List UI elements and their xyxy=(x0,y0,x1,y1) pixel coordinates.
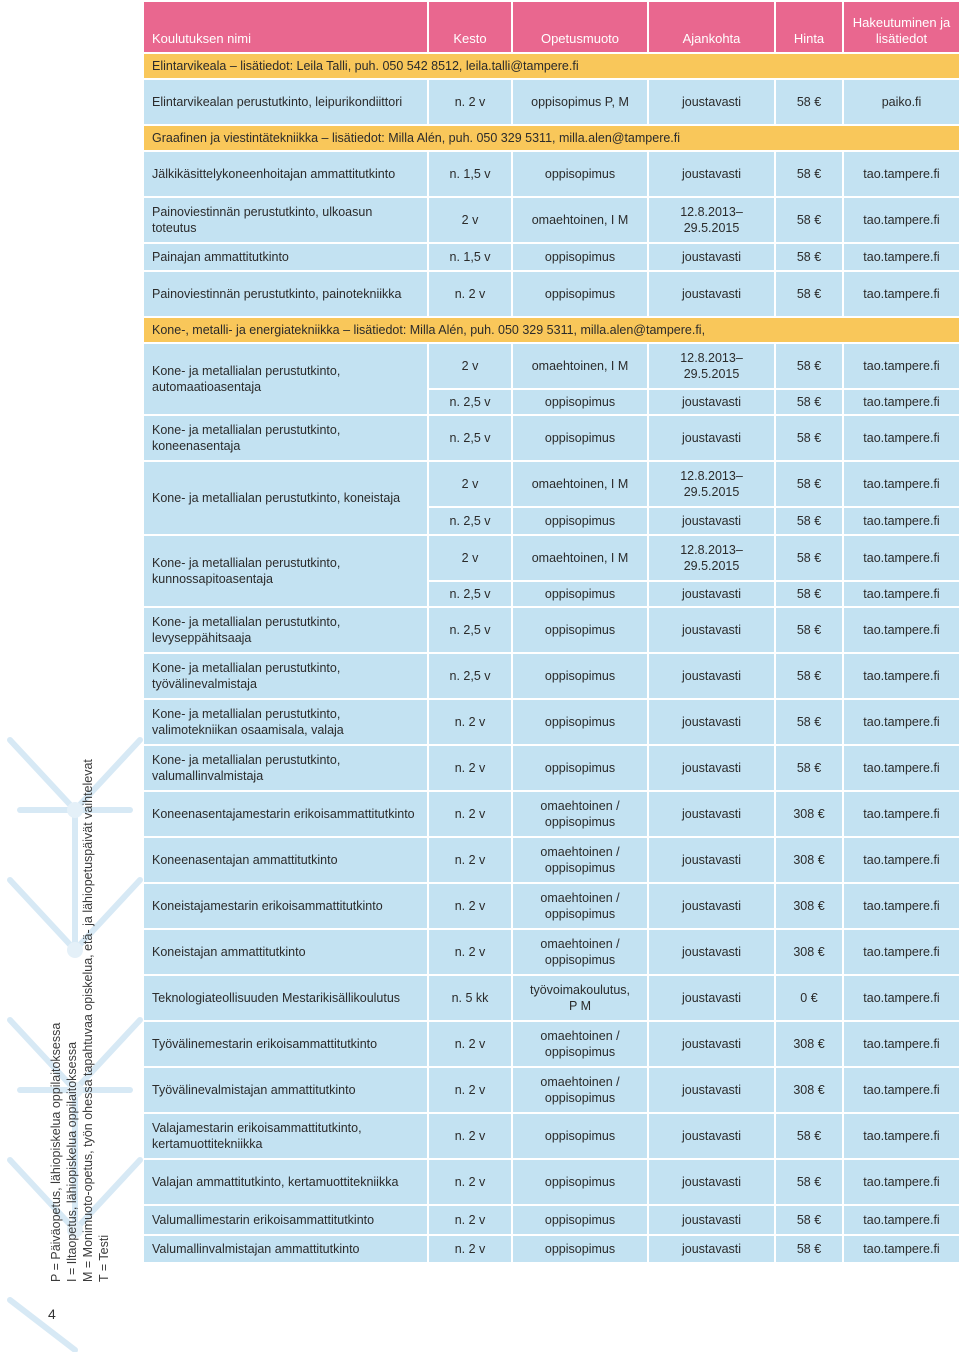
course-name: Kone- ja metallialan perustutkinto, työvälinevalmistaja xyxy=(144,654,427,698)
column-header-time: Ajankohta xyxy=(649,2,774,52)
course-length: 2 v xyxy=(429,536,511,580)
table-row xyxy=(144,608,959,652)
course-timing: joustavasti xyxy=(649,1114,774,1158)
section-row xyxy=(144,126,959,150)
course-name: Kone- ja metallialan perustutkinto, koneenasentaja xyxy=(144,416,427,460)
table-row xyxy=(144,792,959,836)
table-row xyxy=(144,884,959,928)
course-length: 2 v xyxy=(429,462,511,506)
course-link[interactable]: tao.tampere.fi xyxy=(844,1022,959,1066)
course-length: n. 2 v xyxy=(429,272,511,316)
course-link[interactable]: paiko.fi xyxy=(844,80,959,124)
teaching-mode: omaehtoinen / oppisopimus xyxy=(513,1022,647,1066)
course-price: 58 € xyxy=(776,608,842,652)
course-length: n. 2 v xyxy=(429,746,511,790)
course-timing: joustavasti xyxy=(649,508,774,534)
course-length: n. 2,5 v xyxy=(429,582,511,606)
column-header-length: Kesto xyxy=(429,2,511,52)
course-name: Kone- ja metallialan perustutkinto, valumallinvalmistaja xyxy=(144,746,427,790)
table-row xyxy=(144,1114,959,1158)
table-row xyxy=(144,976,959,1020)
course-length: n. 2 v xyxy=(429,1068,511,1112)
teaching-mode: oppisopimus xyxy=(513,508,647,534)
legend-line: T = Testi xyxy=(97,1234,111,1282)
table-row xyxy=(144,198,959,242)
course-timing: joustavasti xyxy=(649,582,774,606)
teaching-mode: omaehtoinen, I M xyxy=(513,198,647,242)
course-length: n. 2,5 v xyxy=(429,416,511,460)
course-name: Kone- ja metallialan perustutkinto, koneistaja xyxy=(144,462,427,534)
course-length: n. 2 v xyxy=(429,1160,511,1204)
course-timing: joustavasti xyxy=(649,152,774,196)
course-timing: joustavasti xyxy=(649,1022,774,1066)
teaching-mode: oppisopimus xyxy=(513,390,647,414)
teaching-mode: omaehtoinen / oppisopimus xyxy=(513,930,647,974)
course-link[interactable]: tao.tampere.fi xyxy=(844,884,959,928)
teaching-mode: oppisopimus xyxy=(513,746,647,790)
course-length: n. 2 v xyxy=(429,792,511,836)
course-timing: joustavasti xyxy=(649,608,774,652)
course-name: Kone- ja metallialan perustutkinto, kunnossapitoasentaja xyxy=(144,536,427,606)
section-row xyxy=(144,54,959,78)
course-link[interactable]: tao.tampere.fi xyxy=(844,1068,959,1112)
course-name: Painajan ammattitutkinto xyxy=(144,244,427,270)
course-price: 58 € xyxy=(776,344,842,388)
table-row xyxy=(144,746,959,790)
section-title: Kone-, metalli- ja energiatekniikka – lisätiedot: Milla Alén, puh. 050 329 5311, milla.alen@tampere.fi, xyxy=(144,318,959,342)
teaching-mode: omaehtoinen, I M xyxy=(513,344,647,388)
course-length: n. 2,5 v xyxy=(429,654,511,698)
course-timing: joustavasti xyxy=(649,390,774,414)
course-link[interactable]: tao.tampere.fi xyxy=(844,838,959,882)
course-length: n. 2 v xyxy=(429,930,511,974)
course-price: 58 € xyxy=(776,198,842,242)
course-price: 308 € xyxy=(776,792,842,836)
teaching-mode: oppisopimus xyxy=(513,700,647,744)
course-length: n. 2 v xyxy=(429,884,511,928)
table-row xyxy=(144,1206,959,1234)
course-price: 58 € xyxy=(776,536,842,580)
course-length: n. 2,5 v xyxy=(429,608,511,652)
course-timing: joustavasti xyxy=(649,838,774,882)
section-title: Graafinen ja viestintätekniikka – lisätiedot: Milla Alén, puh. 050 329 5311, milla.alen@tampere.fi xyxy=(144,126,959,150)
course-price: 58 € xyxy=(776,1160,842,1204)
course-link[interactable]: tao.tampere.fi xyxy=(844,416,959,460)
course-name: Valajamestarin erikoisammattitutkinto, kertamuottitekniikka xyxy=(144,1114,427,1158)
table-row xyxy=(144,416,959,460)
teaching-mode: oppisopimus xyxy=(513,244,647,270)
course-name: Työvälinemestarin erikoisammattitutkinto xyxy=(144,1022,427,1066)
course-timing: joustavasti xyxy=(649,884,774,928)
course-timing: joustavasti xyxy=(649,700,774,744)
course-length: n. 2 v xyxy=(429,1022,511,1066)
course-timing: joustavasti xyxy=(649,792,774,836)
table-row xyxy=(144,654,959,698)
table-row xyxy=(144,536,959,580)
table-header-row xyxy=(144,2,959,52)
course-link[interactable]: tao.tampere.fi xyxy=(844,1114,959,1158)
course-link[interactable]: tao.tampere.fi xyxy=(844,700,959,744)
teaching-mode: oppisopimus P, M xyxy=(513,80,647,124)
table-row xyxy=(144,344,959,388)
course-link[interactable]: tao.tampere.fi xyxy=(844,746,959,790)
teaching-mode: työvoimakoulutus, P M xyxy=(513,976,647,1020)
course-name: Valajan ammattitutkinto, kertamuottitekniikka xyxy=(144,1160,427,1204)
table-row xyxy=(144,1068,959,1112)
course-name: Koneenasentajamestarin erikoisammattitutkinto xyxy=(144,792,427,836)
course-price: 58 € xyxy=(776,1236,842,1262)
course-link[interactable]: tao.tampere.fi xyxy=(844,508,959,534)
column-header-mode: Opetusmuoto xyxy=(513,2,647,52)
table-row xyxy=(144,272,959,316)
course-length: n. 2,5 v xyxy=(429,390,511,414)
course-link[interactable]: tao.tampere.fi xyxy=(844,654,959,698)
course-timing: joustavasti xyxy=(649,976,774,1020)
course-price: 0 € xyxy=(776,976,842,1020)
course-timing: joustavasti xyxy=(649,930,774,974)
section-title: Elintarvikeala – lisätiedot: Leila Talli, puh. 050 542 8512, leila.talli@tampere.fi xyxy=(144,54,959,78)
course-price: 58 € xyxy=(776,1206,842,1234)
table-row xyxy=(144,80,959,124)
courses-table xyxy=(142,0,960,1264)
course-length: n. 2 v xyxy=(429,1206,511,1234)
course-price: 308 € xyxy=(776,838,842,882)
course-name: Koneenasentajan ammattitutkinto xyxy=(144,838,427,882)
teaching-mode: omaehtoinen / oppisopimus xyxy=(513,1068,647,1112)
course-price: 58 € xyxy=(776,654,842,698)
table-row xyxy=(144,930,959,974)
course-price: 58 € xyxy=(776,582,842,606)
teaching-mode: omaehtoinen / oppisopimus xyxy=(513,884,647,928)
course-timing: joustavasti xyxy=(649,80,774,124)
table-row xyxy=(144,1236,959,1262)
course-timing: 12.8.2013– 29.5.2015 xyxy=(649,198,774,242)
course-link[interactable]: tao.tampere.fi xyxy=(844,1160,959,1204)
legend-line: M = Monimuoto-opetus, työn ohessa tapahtuvaa opiskelua, etä- ja lähiopetuspäivät vaihtelevat xyxy=(81,759,95,1282)
table-row xyxy=(144,838,959,882)
course-price: 58 € xyxy=(776,80,842,124)
course-timing: joustavasti xyxy=(649,1160,774,1204)
table-row xyxy=(144,462,959,506)
course-link[interactable]: tao.tampere.fi xyxy=(844,462,959,506)
teaching-mode: oppisopimus xyxy=(513,152,647,196)
legend-line: I = Iltaopetus, lähiopiskelua oppilaitoksessa xyxy=(65,1041,79,1282)
table-row xyxy=(144,700,959,744)
abbreviation-legend xyxy=(48,722,112,1282)
teaching-mode: oppisopimus xyxy=(513,1206,647,1234)
course-length: n. 2 v xyxy=(429,80,511,124)
course-link[interactable]: tao.tampere.fi xyxy=(844,198,959,242)
course-timing: 12.8.2013– 29.5.2015 xyxy=(649,344,774,388)
teaching-mode: oppisopimus xyxy=(513,608,647,652)
course-link[interactable]: tao.tampere.fi xyxy=(844,536,959,580)
course-name: Valumallimestarin erikoisammattitutkinto xyxy=(144,1206,427,1234)
column-header-apply: Hakeutuminen ja lisätiedot xyxy=(844,2,959,52)
course-name: Teknologiateollisuuden Mestarikisällikoulutus xyxy=(144,976,427,1020)
course-timing: joustavasti xyxy=(649,1068,774,1112)
course-length: n. 2 v xyxy=(429,700,511,744)
table-row xyxy=(144,244,959,270)
course-length: n. 2 v xyxy=(429,838,511,882)
teaching-mode: oppisopimus xyxy=(513,1236,647,1262)
course-length: n. 2 v xyxy=(429,1236,511,1262)
course-link[interactable]: tao.tampere.fi xyxy=(844,152,959,196)
teaching-mode: oppisopimus xyxy=(513,1114,647,1158)
course-timing: 12.8.2013– 29.5.2015 xyxy=(649,462,774,506)
teaching-mode: omaehtoinen / oppisopimus xyxy=(513,792,647,836)
course-link[interactable]: tao.tampere.fi xyxy=(844,344,959,388)
course-length: n. 2 v xyxy=(429,1114,511,1158)
course-name: Kone- ja metallialan perustutkinto, valimotekniikan osaamisala, valaja xyxy=(144,700,427,744)
course-length: n. 1,5 v xyxy=(429,244,511,270)
course-price: 58 € xyxy=(776,152,842,196)
course-name: Painoviestinnän perustutkinto, painotekniikka xyxy=(144,272,427,316)
table-row xyxy=(144,1160,959,1204)
course-timing: joustavasti xyxy=(649,1236,774,1262)
column-header-price: Hinta xyxy=(776,2,842,52)
course-name: Koneistajamestarin erikoisammattitutkinto xyxy=(144,884,427,928)
course-price: 58 € xyxy=(776,700,842,744)
course-length: n. 1,5 v xyxy=(429,152,511,196)
course-length: 2 v xyxy=(429,344,511,388)
course-price: 58 € xyxy=(776,1114,842,1158)
course-timing: 12.8.2013– 29.5.2015 xyxy=(649,536,774,580)
teaching-mode: omaehtoinen, I M xyxy=(513,536,647,580)
course-name: Valumallinvalmistajan ammattitutkinto xyxy=(144,1236,427,1262)
course-timing: joustavasti xyxy=(649,746,774,790)
course-name: Painoviestinnän perustutkinto, ulkoasun toteutus xyxy=(144,198,427,242)
course-name: Elintarvikealan perustutkinto, leipurikondiittori xyxy=(144,80,427,124)
course-timing: joustavasti xyxy=(649,1206,774,1234)
course-price: 58 € xyxy=(776,390,842,414)
course-timing: joustavasti xyxy=(649,416,774,460)
course-length: 2 v xyxy=(429,198,511,242)
column-header-name: Koulutuksen nimi xyxy=(144,2,427,52)
course-name: Työvälinevalmistajan ammattitutkinto xyxy=(144,1068,427,1112)
table-row xyxy=(144,152,959,196)
course-price: 58 € xyxy=(776,244,842,270)
course-price: 308 € xyxy=(776,1022,842,1066)
course-link[interactable]: tao.tampere.fi xyxy=(844,1236,959,1262)
course-name: Koneistajan ammattitutkinto xyxy=(144,930,427,974)
course-link[interactable]: tao.tampere.fi xyxy=(844,582,959,606)
course-price: 58 € xyxy=(776,272,842,316)
course-link[interactable]: tao.tampere.fi xyxy=(844,272,959,316)
table-row xyxy=(144,1022,959,1066)
course-link[interactable]: tao.tampere.fi xyxy=(844,244,959,270)
course-link[interactable]: tao.tampere.fi xyxy=(844,976,959,1020)
teaching-mode: omaehtoinen, I M xyxy=(513,462,647,506)
course-timing: joustavasti xyxy=(649,244,774,270)
course-price: 308 € xyxy=(776,930,842,974)
teaching-mode: oppisopimus xyxy=(513,272,647,316)
course-timing: joustavasti xyxy=(649,272,774,316)
course-price: 308 € xyxy=(776,1068,842,1112)
course-link[interactable]: tao.tampere.fi xyxy=(844,792,959,836)
course-length: n. 2,5 v xyxy=(429,508,511,534)
course-price: 58 € xyxy=(776,416,842,460)
course-name: Jälkikäsittelykoneenhoitajan ammattitutkinto xyxy=(144,152,427,196)
course-price: 58 € xyxy=(776,462,842,506)
page-number: 4 xyxy=(48,1306,56,1322)
course-name: Kone- ja metallialan perustutkinto, levyseppähitsaaja xyxy=(144,608,427,652)
teaching-mode: oppisopimus xyxy=(513,416,647,460)
course-price: 308 € xyxy=(776,884,842,928)
course-timing: joustavasti xyxy=(649,654,774,698)
course-link[interactable]: tao.tampere.fi xyxy=(844,1206,959,1234)
course-link[interactable]: tao.tampere.fi xyxy=(844,930,959,974)
teaching-mode: oppisopimus xyxy=(513,1160,647,1204)
teaching-mode: oppisopimus xyxy=(513,654,647,698)
course-price: 58 € xyxy=(776,746,842,790)
course-name: Kone- ja metallialan perustutkinto, automaatioasentaja xyxy=(144,344,427,414)
course-price: 58 € xyxy=(776,508,842,534)
teaching-mode: omaehtoinen / oppisopimus xyxy=(513,838,647,882)
course-link[interactable]: tao.tampere.fi xyxy=(844,608,959,652)
section-row xyxy=(144,318,959,342)
course-link[interactable]: tao.tampere.fi xyxy=(844,390,959,414)
teaching-mode: oppisopimus xyxy=(513,582,647,606)
legend-line: P = Päiväopetus, lähiopiskelua oppilaitoksessa xyxy=(49,1022,63,1282)
course-length: n. 5 kk xyxy=(429,976,511,1020)
